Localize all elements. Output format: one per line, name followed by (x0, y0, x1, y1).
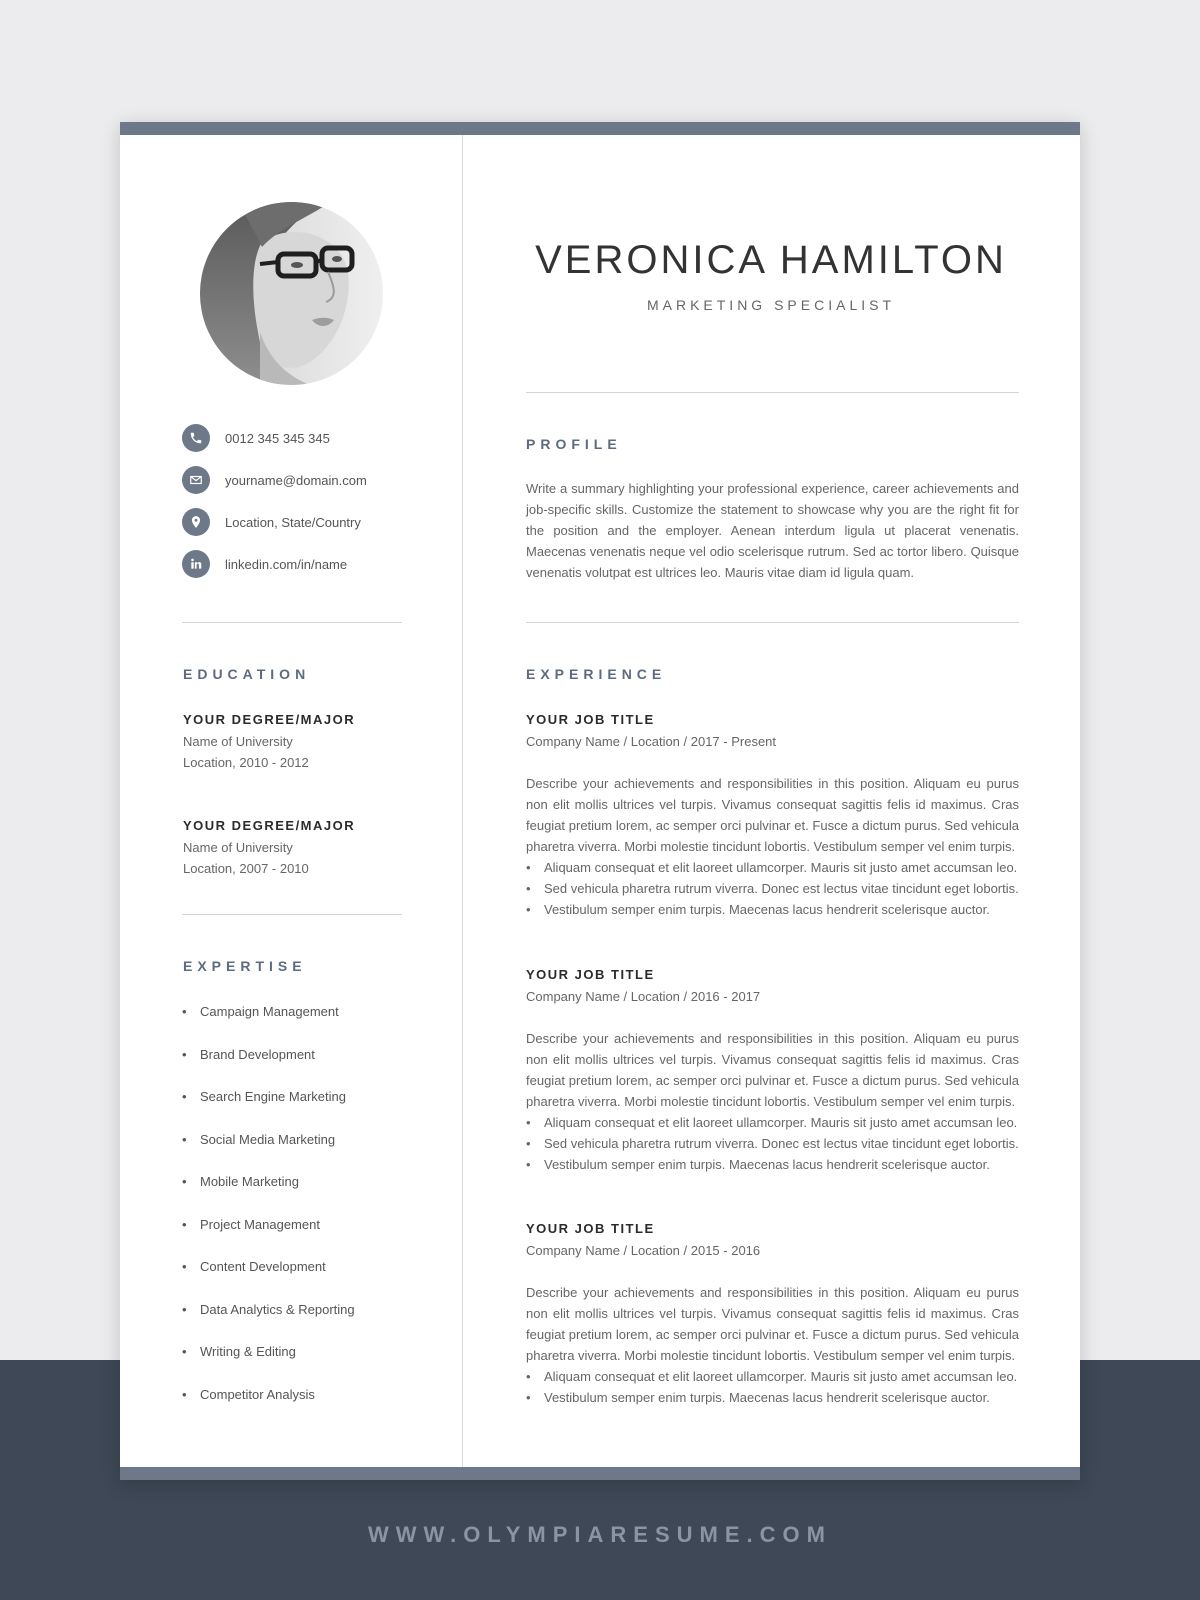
expertise-item: • Brand Development (182, 1046, 315, 1062)
contact-email-text: yourname@domain.com (225, 472, 367, 488)
profile-heading: PROFILE (526, 436, 622, 452)
contact-email (182, 466, 367, 494)
expertise-item: • Writing & Editing (182, 1344, 296, 1359)
job-bullet: • Sed vehicula pharetra rutrum viverra. Donec est lectus vitae tincidunt eget lobortis. (526, 881, 1019, 896)
job-bullet: • Aliquam consequat et elit laoreet ullamcorper. Mauris sit justo amet accumsan leo. (526, 1115, 1018, 1130)
contact-linkedin (182, 550, 347, 578)
job-title: YOUR JOB TITLE (526, 1221, 655, 1236)
left-divider-1 (182, 622, 402, 623)
job-title: YOUR JOB TITLE (526, 712, 655, 727)
job-entry (526, 1221, 1019, 1408)
resume-page (120, 122, 1080, 1480)
job-bullet: • Vestibulum semper enim turpis. Maecenas lacus hendrerit scelerisque auctor. (526, 1390, 990, 1405)
job-bullet: • Vestibulum semper enim turpis. Maecenas lacus hendrerit scelerisque auctor. (526, 902, 990, 917)
linkedin-icon (182, 550, 210, 578)
job-description: Describe your achievements and responsibilities in this position. Aliquam eu purus non elit mollis ultrices vel turpis. Vivamus consequat sagittis felis id maximus. Cras feugiat pretium lorem, ac semper orci pulvinar et. Fusce a dictum purus. Sed vehicula pharetra viverra. Morbi molestie tincidunt lobortis. Vestibulum semper vel enim turpis. (526, 776, 1019, 854)
education-location: Location, 2007 - 2010 (183, 861, 309, 876)
contact-phone (182, 424, 330, 452)
education-school: Name of University (183, 840, 293, 855)
job-bullet: • Aliquam consequat et elit laoreet ullamcorper. Mauris sit justo amet accumsan leo. (526, 860, 1018, 875)
education-school: Name of University (183, 734, 293, 749)
education-item (183, 818, 443, 879)
expertise-item: • Project Management (182, 1216, 320, 1232)
contact-location-text: Location, State/Country (225, 514, 361, 530)
job-bullet-list (526, 857, 1019, 920)
education-degree: YOUR DEGREE/MAJOR (183, 818, 356, 833)
expertise-item: • Competitor Analysis (182, 1386, 315, 1402)
job-meta: Company Name / Location / 2016 - 2017 (526, 989, 761, 1004)
contact-linkedin-text: linkedin.com/in/name (225, 556, 348, 572)
education-item (183, 712, 443, 773)
job-bullet: • Sed vehicula pharetra rutrum viverra. Donec est lectus vitae tincidunt eget lobortis. (526, 1136, 1019, 1151)
expertise-item: • Search Engine Marketing (182, 1089, 346, 1104)
expertise-item: • Content Development (182, 1259, 326, 1274)
bottom-accent-bar (120, 1467, 1080, 1480)
job-entry (526, 712, 1019, 920)
experience-heading: EXPERIENCE (526, 666, 667, 682)
phone-icon (182, 424, 210, 452)
contact-location (182, 508, 361, 536)
right-divider-1 (526, 392, 1019, 393)
job-entry (526, 967, 1019, 1175)
job-meta: Company Name / Location / 2015 - 2016 (526, 1243, 761, 1258)
job-description: Describe your achievements and responsibilities in this position. Aliquam eu purus non elit mollis ultrices vel turpis. Vivamus consequat sagittis felis id maximus. Cras feugiat pretium lorem, ac semper orci pulvinar et. Fusce a dictum purus. Sed vehicula pharetra viverra. Morbi molestie tincidunt lobortis. Vestibulum semper vel enim turpis. (526, 1031, 1019, 1109)
expertise-item: • Mobile Marketing (182, 1174, 299, 1189)
education-location: Location, 2010 - 2012 (183, 755, 309, 770)
top-accent-bar (120, 122, 1080, 135)
job-meta: Company Name / Location / 2017 - Present (526, 734, 777, 749)
profile-photo (200, 202, 383, 385)
expertise-heading: EXPERTISE (183, 958, 307, 974)
job-bullet-list (526, 1112, 1019, 1175)
expertise-item: • Campaign Management (182, 1004, 339, 1019)
candidate-title: MARKETING SPECIALIST (646, 297, 896, 313)
expertise-item: • Data Analytics & Reporting (182, 1301, 355, 1317)
expertise-item: • Social Media Marketing (182, 1131, 336, 1147)
expertise-list (182, 1004, 442, 1429)
job-title: YOUR JOB TITLE (526, 967, 655, 982)
profile-summary: Write a summary highlighting your professional experience, career achievements and job-specific skills. Customize the statement to showcase why you are the right fit for the position and the employer. Aenean interdum ligula ut placerat venenatis. Maecenas venenatis neque vel odio scelerisque rutrum. Sed ac tortor libero. Quisque venenatis volutpat est ultrices leo. Mauris vitae diam id ligula quam. (526, 481, 1019, 580)
candidate-name: VERONICA HAMILTON (535, 238, 1007, 282)
location-pin-icon (182, 508, 210, 536)
job-bullet-list (526, 1366, 1019, 1408)
contact-phone-text: 0012 345 345 345 (225, 430, 330, 446)
mail-icon (182, 466, 210, 494)
job-bullet: • Vestibulum semper enim turpis. Maecenas lacus hendrerit scelerisque auctor. (526, 1157, 990, 1172)
column-divider (462, 135, 463, 1467)
education-degree: YOUR DEGREE/MAJOR (183, 712, 356, 727)
education-heading: EDUCATION (183, 666, 311, 682)
website-url: WWW.OLYMPIARESUME.COM (368, 1522, 832, 1547)
right-divider-2 (526, 622, 1019, 623)
left-divider-2 (182, 914, 402, 915)
job-description: Describe your achievements and responsibilities in this position. Aliquam eu purus non elit mollis ultrices vel turpis. Vivamus consequat sagittis felis id maximus. Cras feugiat pretium lorem, ac semper orci pulvinar et. Fusce a dictum purus. Sed vehicula pharetra viverra. Morbi molestie tincidunt lobortis. Vestibulum semper vel enim turpis. (526, 1285, 1019, 1363)
job-bullet: • Aliquam consequat et elit laoreet ullamcorper. Mauris sit justo amet accumsan leo. (526, 1369, 1018, 1384)
